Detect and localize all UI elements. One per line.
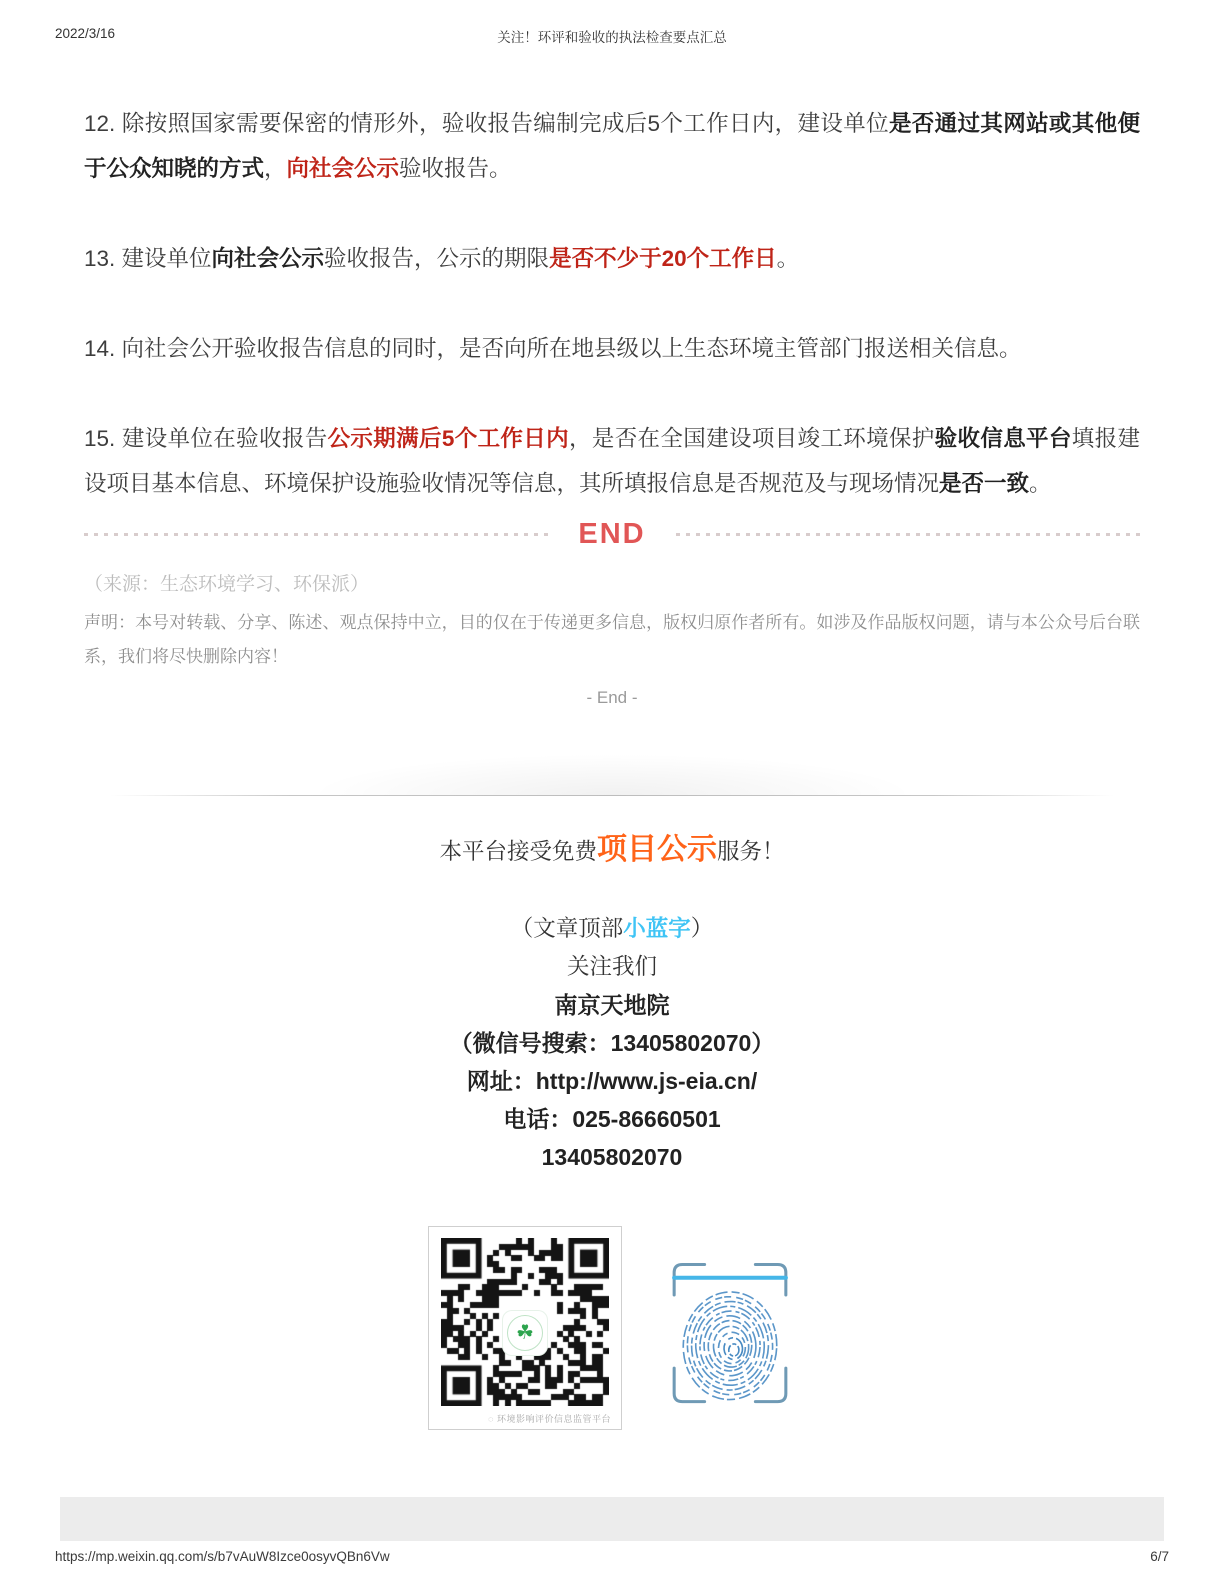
section-shadow-divider (110, 744, 1114, 796)
end-divider-label: END (578, 518, 646, 550)
qr-center-logo (503, 1311, 547, 1355)
footer-band (60, 1497, 1164, 1541)
text-segment: ， (264, 156, 287, 181)
end-divider-dashes-left (84, 533, 548, 536)
promo-service-line (0, 824, 1224, 868)
text-segment: 向社会公示 (211, 246, 325, 271)
text-segment: 验收信息平台 (934, 426, 1072, 451)
website-line: 网址：http://www.js-eia.cn/ (466, 1068, 758, 1094)
header-date: 2022/3/16 (55, 26, 116, 41)
paragraph-13 (84, 236, 1140, 281)
text-segment: 项目公示 (597, 833, 717, 866)
footer-url: https://mp.weixin.qq.com/s/b7vAuW8Izce0osyvQBn6Vw (55, 1549, 390, 1564)
text-segment: 14. 向社会公开验收报告信息的同时，是否向所在地县级以上生态环境主管部门报送相关信息。 (84, 336, 1022, 361)
qr-code (428, 1226, 622, 1430)
end-divider (84, 518, 1140, 551)
source-line: （来源：生态环境学习、环保派） (84, 574, 370, 595)
print-header (55, 0, 1169, 48)
fingerprint-svg (664, 1244, 796, 1412)
text-segment: ） (690, 916, 714, 941)
text-segment: 验收报告。 (399, 156, 512, 181)
blue-hint-line (0, 910, 1224, 948)
text-segment: ，是否在全国建设项目竣工环境保护 (568, 426, 935, 451)
text-segment: 15. 建设单位在验收报告 (84, 426, 328, 451)
paragraph-15 (84, 416, 1140, 506)
text-segment: 公示期满后5个工作日内 (327, 426, 569, 451)
shadow-gradient (110, 743, 1114, 795)
text-segment: 验收报告，公示的期限 (324, 246, 550, 271)
phone2-line: 13405802070 (541, 1144, 683, 1170)
wechat-search-line: （微信号搜索：13405802070） (449, 1030, 775, 1056)
phone-line: 电话：025-86660501 (503, 1106, 721, 1132)
text-segment: 是否不少于20个工作日 (549, 246, 777, 271)
text-segment: 本平台接受免费 (439, 839, 597, 864)
text-segment: 13. 建设单位 (84, 246, 212, 271)
follow-us-line: 关注我们 (566, 954, 657, 979)
fingerprint-scan-icon (664, 1244, 796, 1412)
text-segment: 。 (1029, 471, 1052, 496)
qr-caption (429, 1412, 611, 1425)
text-segment: （文章顶部 (510, 916, 624, 941)
end-divider-dashes-right (676, 533, 1140, 536)
clover-icon: ☘ (516, 1322, 534, 1344)
disclaimer-text: 声明：本号对转载、分享、陈述、观点保持中立，目的仅在于传递更多信息，版权归原作者所有。如涉及作品版权问题，请与本公众号后台联系，我们将尽快删除内容！ (84, 613, 1140, 666)
shadow-line (110, 795, 1114, 796)
text-segment: 是否通过其网站或其他便于公众知晓的方式 (84, 111, 1140, 181)
text-segment: 服务！ (717, 839, 785, 864)
header-article-title: 关注！环评和验收的执法检查要点汇总 (497, 30, 727, 45)
article-body (84, 101, 1140, 506)
mini-logo-icon: ◌ (488, 1414, 494, 1424)
text-segment: 向社会公示 (286, 156, 400, 181)
text-segment: 填报建设项目基本信息、环境保护设施验收情况等信息，其所填报信息是否规范及与现场情况 (84, 426, 1140, 496)
text-segment: 。 (776, 246, 800, 271)
end-text: - End - (586, 688, 638, 707)
print-footer (55, 1549, 1169, 1564)
paragraph-14 (84, 326, 1140, 371)
text-segment: 是否一致 (939, 471, 1030, 496)
qr-caption-text: 环境影响评价信息监管平台 (496, 1414, 611, 1424)
org-name: 南京天地院 (554, 992, 670, 1018)
paragraph-12 (84, 101, 1140, 191)
qr-logo-ring (507, 1315, 543, 1351)
footer-page-number: 6/7 (1150, 1549, 1169, 1564)
text-segment: 小蓝字 (623, 916, 691, 941)
text-segment: 12. 除按照国家需要保密的情形外，验收报告编制完成后5个工作日内，建设单位 (84, 111, 889, 136)
scan-row (0, 1226, 1224, 1430)
